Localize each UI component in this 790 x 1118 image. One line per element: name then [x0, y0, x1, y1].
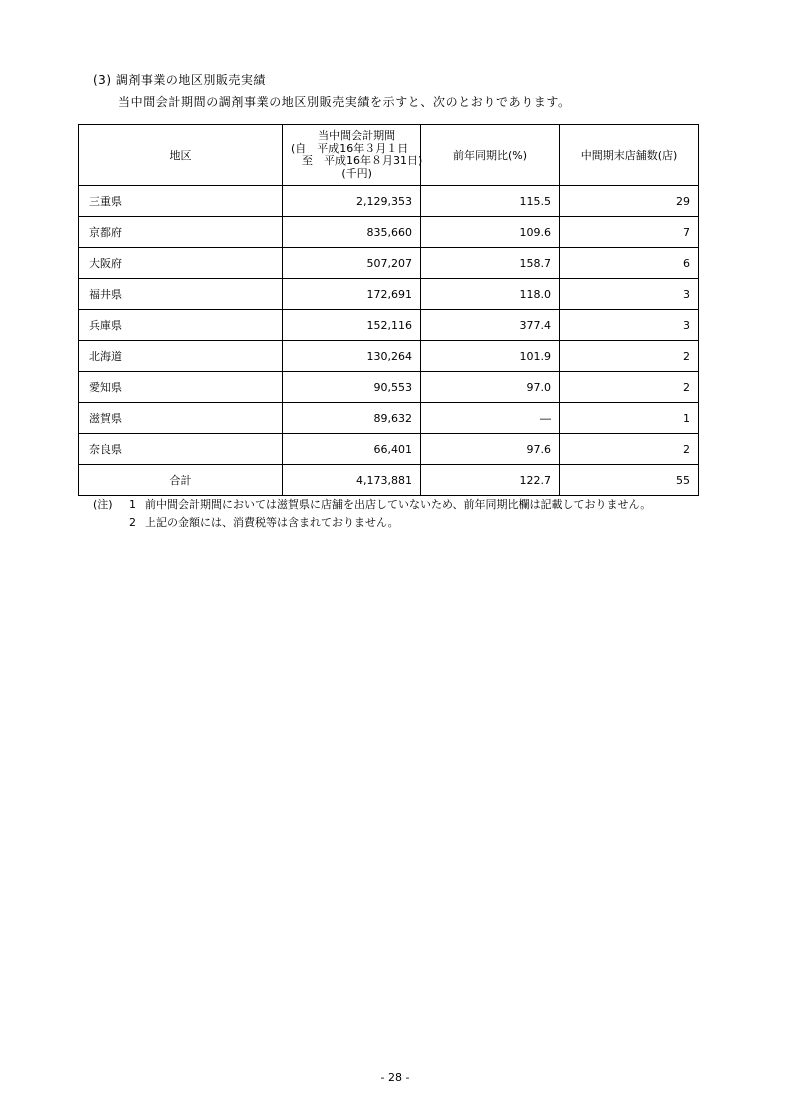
- cell-sales: 90,553: [283, 372, 421, 403]
- table-row: [79, 279, 699, 310]
- cell-stores: 2: [560, 434, 699, 465]
- cell-yoy: 101.9: [421, 341, 560, 372]
- cell-yoy: 118.0: [421, 279, 560, 310]
- cell-stores: 3: [560, 310, 699, 341]
- notes: [93, 496, 651, 532]
- cell-total-yoy: 122.7: [421, 465, 560, 496]
- header-period-to: 至 平成16年８月31日): [302, 154, 423, 167]
- notes-label: (注): [93, 498, 113, 511]
- table-row: [79, 310, 699, 341]
- cell-yoy: 97.0: [421, 372, 560, 403]
- cell-stores: 29: [560, 186, 699, 217]
- cell-region: 滋賀県: [79, 403, 283, 434]
- section-intro: 当中間会計期間の調剤事業の地区別販売実績を示すと、次のとおりであります。: [118, 95, 571, 109]
- cell-yoy: 115.5: [421, 186, 560, 217]
- cell-region: 兵庫県: [79, 310, 283, 341]
- cell-total-stores: 55: [560, 465, 699, 496]
- header-period: [283, 125, 421, 186]
- cell-region: 北海道: [79, 341, 283, 372]
- note-text: 前中間会計期間においては滋賀県に店舗を出店していないため、前年同期比欄は記載しておりません。: [145, 498, 652, 511]
- cell-stores: 1: [560, 403, 699, 434]
- cell-sales: 835,660: [283, 217, 421, 248]
- cell-total-label: 合計: [79, 465, 283, 496]
- header-period-unit: (千円): [341, 166, 372, 180]
- table-row: [79, 341, 699, 372]
- header-period-from: (自 平成16年３月１日: [291, 141, 409, 155]
- cell-region: 三重県: [79, 186, 283, 217]
- cell-sales: 507,207: [283, 248, 421, 279]
- cell-region: 大阪府: [79, 248, 283, 279]
- cell-region: 愛知県: [79, 372, 283, 403]
- cell-stores: 2: [560, 372, 699, 403]
- table-row: [79, 248, 699, 279]
- cell-yoy: 97.6: [421, 434, 560, 465]
- cell-region: 京都府: [79, 217, 283, 248]
- cell-yoy: 377.4: [421, 310, 560, 341]
- cell-region: 福井県: [79, 279, 283, 310]
- table-row: [79, 403, 699, 434]
- regional-sales-table: [78, 124, 699, 496]
- cell-region: 奈良県: [79, 434, 283, 465]
- cell-yoy: ―: [421, 403, 560, 434]
- header-stores: 中間期末店舗数(店): [560, 125, 699, 186]
- cell-total-sales: 4,173,881: [283, 465, 421, 496]
- table-row: [79, 372, 699, 403]
- cell-stores: 6: [560, 248, 699, 279]
- cell-sales: 2,129,353: [283, 186, 421, 217]
- note-text: 上記の金額には、消費税等は含まれておりません。: [145, 516, 399, 529]
- table-row: [79, 434, 699, 465]
- cell-sales: 89,632: [283, 403, 421, 434]
- table-row: [79, 186, 699, 217]
- cell-stores: 3: [560, 279, 699, 310]
- header-row: [79, 125, 699, 186]
- cell-yoy: 158.7: [421, 248, 560, 279]
- cell-sales: 130,264: [283, 341, 421, 372]
- header-yoy: 前年同期比(%): [421, 125, 560, 186]
- note-2: [93, 514, 651, 532]
- cell-stores: 7: [560, 217, 699, 248]
- note-number: 1: [129, 498, 136, 511]
- page-number: - 28 -: [380, 1071, 410, 1084]
- cell-yoy: 109.6: [421, 217, 560, 248]
- header-period-title: 当中間会計期間: [318, 129, 396, 142]
- total-row: [79, 465, 699, 496]
- note-number: 2: [129, 516, 136, 529]
- cell-sales: 66,401: [283, 434, 421, 465]
- cell-stores: 2: [560, 341, 699, 372]
- table-row: [79, 217, 699, 248]
- table-body: [79, 186, 699, 496]
- note-1: [93, 496, 651, 514]
- cell-sales: 152,116: [283, 310, 421, 341]
- cell-sales: 172,691: [283, 279, 421, 310]
- section-heading: (3) 調剤事業の地区別販売実績: [93, 73, 266, 87]
- header-region: 地区: [79, 125, 283, 186]
